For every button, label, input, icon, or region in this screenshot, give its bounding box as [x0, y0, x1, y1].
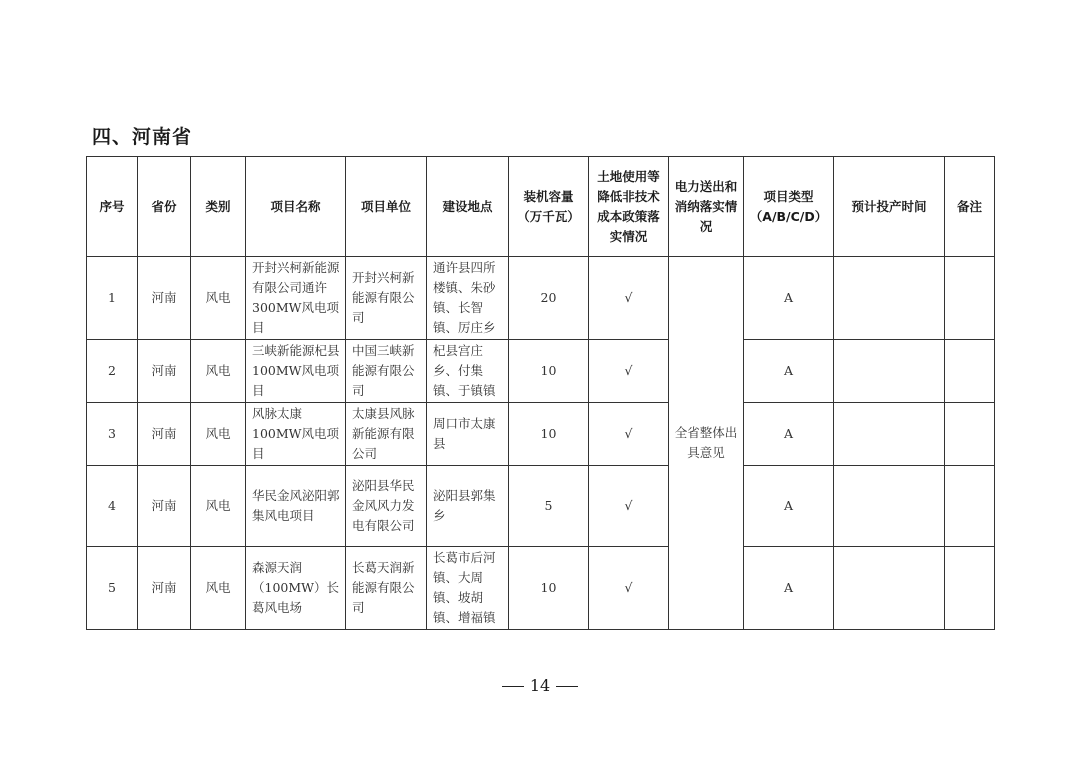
header-index: 序号: [87, 157, 138, 257]
cell-project-type: A: [744, 403, 834, 466]
header-location: 建设地点: [427, 157, 509, 257]
cell-project-unit: 太康县风脉新能源有限公司: [346, 403, 427, 466]
cell-project-name: 三峡新能源杞县100MW风电项目: [246, 340, 346, 403]
cell-category: 风电: [191, 547, 246, 630]
cell-project-type: A: [744, 340, 834, 403]
cell-capacity: 20: [509, 257, 589, 340]
cell-remarks: [945, 257, 995, 340]
cell-capacity: 10: [509, 340, 589, 403]
cell-index: 1: [87, 257, 138, 340]
cell-province: 河南: [138, 257, 191, 340]
cell-category: 风电: [191, 403, 246, 466]
cell-land-policy: √: [589, 466, 669, 547]
cell-capacity: 5: [509, 466, 589, 547]
cell-project-unit: 泌阳县华民金风风力发电有限公司: [346, 466, 427, 547]
cell-remarks: [945, 466, 995, 547]
projects-table: [86, 156, 995, 630]
cell-commissioning: [834, 547, 945, 630]
header-project-unit: 项目单位: [346, 157, 427, 257]
cell-commissioning: [834, 403, 945, 466]
cell-location: 周口市太康县: [427, 403, 509, 466]
cell-project-name: 华民金风泌阳郭集风电项目: [246, 466, 346, 547]
cell-land-policy: √: [589, 547, 669, 630]
cell-location: 泌阳县郭集乡: [427, 466, 509, 547]
cell-project-type: A: [744, 257, 834, 340]
cell-remarks: [945, 340, 995, 403]
cell-project-name: 开封兴柯新能源有限公司通许300MW风电项目: [246, 257, 346, 340]
cell-project-name: 森源天润（100MW）长葛风电场: [246, 547, 346, 630]
cell-project-type: A: [744, 547, 834, 630]
cell-commissioning: [834, 466, 945, 547]
header-remarks: 备注: [945, 157, 995, 257]
page-number: [0, 676, 1080, 695]
table-row: [87, 547, 995, 630]
cell-capacity: 10: [509, 403, 589, 466]
cell-project-unit: 中国三峡新能源有限公司: [346, 340, 427, 403]
header-category: 类别: [191, 157, 246, 257]
table-row: [87, 257, 995, 340]
cell-province: 河南: [138, 403, 191, 466]
cell-commissioning: [834, 340, 945, 403]
cell-project-unit: 开封兴柯新能源有限公司: [346, 257, 427, 340]
header-project-name: 项目名称: [246, 157, 346, 257]
cell-province: 河南: [138, 547, 191, 630]
cell-index: 4: [87, 466, 138, 547]
cell-location: 通许县四所楼镇、朱砂镇、长智镇、厉庄乡: [427, 257, 509, 340]
cell-location: 杞县宫庄乡、付集镇、于镇镇: [427, 340, 509, 403]
cell-index: 3: [87, 403, 138, 466]
cell-location: 长葛市后河镇、大周镇、坡胡镇、增福镇: [427, 547, 509, 630]
section-title: 四、河南省: [92, 126, 193, 148]
header-project-type: 项目类型（A/B/C/D）: [744, 157, 834, 257]
cell-land-policy: √: [589, 257, 669, 340]
cell-remarks: [945, 403, 995, 466]
cell-land-policy: √: [589, 340, 669, 403]
cell-category: 风电: [191, 466, 246, 547]
cell-commissioning: [834, 257, 945, 340]
page-number-value: 14: [529, 676, 551, 695]
cell-power-delivery: 全省整体出具意见: [669, 257, 744, 630]
header-capacity: 装机容量（万千瓦）: [509, 157, 589, 257]
table-row: [87, 403, 995, 466]
header-land-policy: 土地使用等降低非技术成本政策落实情况: [589, 157, 669, 257]
header-commissioning: 预计投产时间: [834, 157, 945, 257]
cell-index: 5: [87, 547, 138, 630]
table-row: [87, 340, 995, 403]
cell-project-type: A: [744, 466, 834, 547]
header-province: 省份: [138, 157, 191, 257]
cell-project-unit: 长葛天润新能源有限公司: [346, 547, 427, 630]
cell-remarks: [945, 547, 995, 630]
cell-province: 河南: [138, 340, 191, 403]
cell-category: 风电: [191, 340, 246, 403]
dash-right: [556, 686, 578, 687]
cell-project-name: 风脉太康100MW风电项目: [246, 403, 346, 466]
header-power-delivery: 电力送出和消纳落实情况: [669, 157, 744, 257]
cell-province: 河南: [138, 466, 191, 547]
table-header-row: [87, 157, 995, 257]
table-row: [87, 466, 995, 547]
cell-land-policy: √: [589, 403, 669, 466]
cell-category: 风电: [191, 257, 246, 340]
cell-index: 2: [87, 340, 138, 403]
dash-left: [502, 686, 524, 687]
cell-capacity: 10: [509, 547, 589, 630]
